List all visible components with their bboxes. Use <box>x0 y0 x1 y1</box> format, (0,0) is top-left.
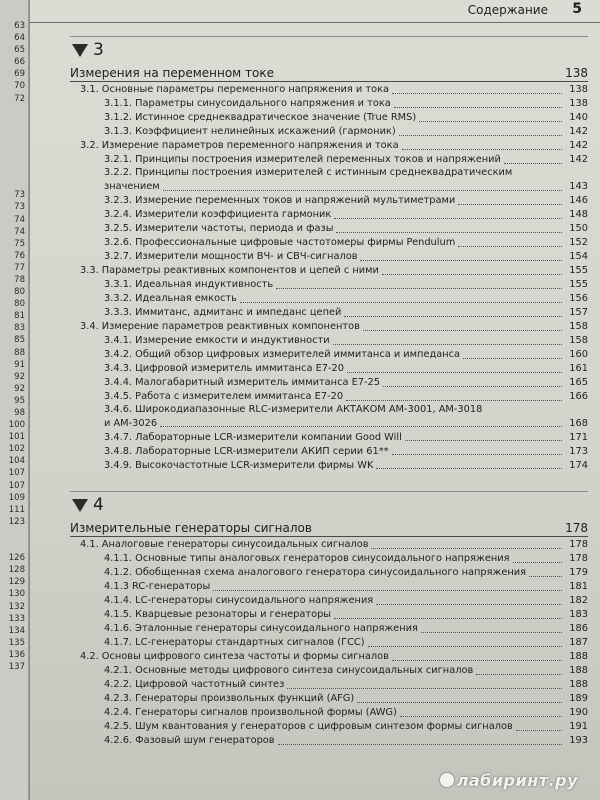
left-page-number: 73 <box>14 202 25 213</box>
toc-entry-page: 171 <box>569 431 588 443</box>
toc-entry-page: 178 <box>569 553 588 565</box>
toc-entry-page: 189 <box>569 693 588 705</box>
toc-subsection-entry[interactable] <box>70 97 588 111</box>
left-page-number: 101 <box>8 432 25 443</box>
dot-leader <box>368 646 562 647</box>
toc-subsection-entry[interactable] <box>70 278 588 292</box>
toc-subsection-entry[interactable] <box>70 306 588 320</box>
dot-leader <box>346 400 562 401</box>
toc-entry-page: 193 <box>569 735 588 747</box>
left-page-number: 92 <box>14 371 25 382</box>
left-page-number: 111 <box>8 504 25 515</box>
toc-entry-title: 4.2.1. Основные методы цифрового синтеза синусоидальных сигналов <box>104 665 474 677</box>
toc-entry-title[interactable]: 3.4.6. Широкодиапазонные RLC-измерители АКТАКОМ АМ-3001, АМ-3018 <box>104 403 483 415</box>
dot-leader <box>402 149 562 150</box>
toc-entry-title: 3.1.3. Коэффициент нелинейных искажений (гармоник) <box>104 126 396 138</box>
dot-leader <box>160 426 562 427</box>
toc-entry-page: 188 <box>569 665 588 677</box>
toc-entry-page: 187 <box>569 637 588 649</box>
toc-entry-title: 3.4. Измерение параметров реактивных компонентов <box>80 321 360 332</box>
toc-entry-page: 178 <box>565 521 588 535</box>
left-page-number: 83 <box>14 323 25 334</box>
toc-entry-page: 157 <box>569 307 588 318</box>
dot-leader <box>240 302 562 303</box>
left-page-number <box>2 129 28 141</box>
left-page-number: 107 <box>8 468 25 479</box>
left-page-number: 69 <box>14 69 25 80</box>
section-4 <box>70 491 588 748</box>
dot-leader <box>357 702 562 703</box>
left-page-number <box>2 141 28 153</box>
toc-entry-title: 3.4.9. Высокочастотные LCR-измерители фирмы WK <box>104 459 374 471</box>
toc-entry-title: 4.1.3 RC-генераторы <box>104 581 211 593</box>
dot-leader <box>360 260 562 261</box>
dot-leader <box>400 716 562 717</box>
toc-entry-title: 3.4.5. Работа с измерителем иммитанса Е7-20 <box>104 391 344 402</box>
toc-entry-page: 142 <box>569 126 588 138</box>
dot-leader <box>516 730 562 731</box>
left-page-number: 133 <box>8 613 25 624</box>
toc-entry-title: 4.1.7. LC-генераторы стандартных сигналов (ГСС) <box>104 637 365 649</box>
dot-leader <box>213 590 562 591</box>
left-page-number: 136 <box>8 649 25 660</box>
left-page-number: 135 <box>8 637 25 648</box>
toc-section-entry[interactable] <box>70 538 588 552</box>
toc-entry-page: 148 <box>569 209 588 220</box>
toc-entry-continuation: значением <box>104 181 160 192</box>
toc-section-entry[interactable] <box>70 320 588 334</box>
toc-entry-page: 158 <box>569 335 588 346</box>
toc-entry-title: 3.2.7. Измерители мощности ВЧ- и СВЧ-сигналов <box>104 251 358 262</box>
left-page-number: 74 <box>14 214 25 225</box>
left-page-number: 80 <box>14 299 25 310</box>
left-page-number: 77 <box>14 262 25 273</box>
toc-entry-page: 146 <box>569 195 588 206</box>
toc-entry-title: 3.3.2. Идеальная емкость <box>104 293 237 304</box>
toc-entry-title: Измерения на переменном токе <box>70 66 275 80</box>
left-page-number: 74 <box>14 226 25 237</box>
toc-entry-title: 4.2. Основы цифрового синтеза частоты и формы сигналов <box>80 651 389 663</box>
toc-entry-title: 4.1.1. Основные типы аналоговых генераторов синусоидального напряжения <box>104 553 510 565</box>
toc-entry-title: 3.4.7. Лабораторные LCR-измерители компании Good Will <box>104 431 402 443</box>
dot-leader <box>287 688 562 689</box>
toc-entry-title: 4.2.6. Фазовый шум генераторов <box>104 735 275 747</box>
toc-entry-title: 3.4.4. Малогабаритный измеритель иммитанса Е7-25 <box>104 377 381 388</box>
toc-subsection-entry[interactable] <box>70 458 588 472</box>
dot-leader <box>458 246 562 247</box>
chapter-entry[interactable] <box>70 63 588 82</box>
dot-leader <box>333 344 562 345</box>
toc-entry-title: 4.2.3. Генераторы произвольных функций (AFG) <box>104 693 355 705</box>
toc-subsection-entry[interactable] <box>70 552 588 566</box>
toc-entry-page: 160 <box>569 349 588 360</box>
toc-entry-title: 4.2.5. Шум квантования у генераторов с цифровым синтезом формы сигналов <box>104 721 513 733</box>
section-heading <box>70 36 588 63</box>
left-page-number <box>2 177 28 189</box>
toc-subsection-entry[interactable] <box>70 608 588 622</box>
dot-leader <box>392 93 562 94</box>
toc-subsection-entry[interactable] <box>70 194 588 208</box>
dot-leader <box>334 218 562 219</box>
toc-entry-page: 152 <box>569 237 588 248</box>
section-heading <box>70 491 588 518</box>
dot-leader <box>376 468 562 469</box>
toc-entry-page: 138 <box>569 98 588 110</box>
left-page-number: 64 <box>14 33 25 44</box>
toc-entry-page: 174 <box>569 459 588 471</box>
toc-entry-page: 155 <box>569 279 588 290</box>
toc-entry-title: 3.4.3. Цифровой измеритель иммитанса Е7-20 <box>104 363 344 374</box>
toc-subsection-entry[interactable] <box>70 292 588 306</box>
dot-leader <box>276 288 562 289</box>
toc-entry-title: 3.1. Основные параметры переменного напряжения и тока <box>80 84 390 96</box>
toc-entry-page: 188 <box>569 679 588 691</box>
dot-leader <box>376 604 562 605</box>
toc-entry-page: 168 <box>569 417 588 429</box>
toc-entry-page: 190 <box>569 707 588 719</box>
toc-subsection-entry[interactable] <box>70 636 588 650</box>
toc-entry-page: 140 <box>569 112 588 124</box>
toc-entry-title: 3.2.6. Профессиональные цифровые частотомеры фирмы Pendulum <box>104 237 456 248</box>
left-page-number: 80 <box>14 287 25 298</box>
left-page-number: 134 <box>8 625 25 636</box>
dot-leader <box>504 163 562 164</box>
left-page-number <box>2 105 28 117</box>
left-page-number: 95 <box>14 395 25 406</box>
toc-entry-page: 156 <box>569 293 588 304</box>
toc-entry-title: 3.3.1. Идеальная индуктивность <box>104 279 274 290</box>
dot-leader <box>344 316 562 317</box>
toc-entry-title: 4.2.2. Цифровой частотный синтез <box>104 679 285 691</box>
dot-leader <box>392 660 562 661</box>
dot-leader <box>421 632 562 633</box>
toc-entry-page: 178 <box>569 539 588 551</box>
toc-entry-page: 138 <box>569 84 588 96</box>
toc-subsection-entry[interactable] <box>70 362 588 376</box>
left-page-number <box>2 153 28 165</box>
dot-leader <box>513 562 562 563</box>
toc-entry-page: 186 <box>569 623 588 635</box>
toc-subsection-entry[interactable] <box>70 734 588 748</box>
toc-entry-page: 142 <box>569 140 588 152</box>
labyrinth-logo-icon <box>440 773 454 787</box>
header-title: Содержание <box>467 3 548 17</box>
toc-subsection-entry[interactable] <box>70 111 588 125</box>
left-page-number <box>2 165 28 177</box>
toc-subsection-entry[interactable] <box>70 622 588 636</box>
left-page-number: 91 <box>14 359 25 370</box>
dot-leader <box>278 744 562 745</box>
toc-subsection-entry[interactable] <box>70 153 588 167</box>
toc-entry-title: 3.1.2. Истинное среднеквадратическое значение (True RMS) <box>104 112 417 124</box>
left-page-number: 73 <box>14 190 25 201</box>
triangle-marker-icon <box>72 44 88 57</box>
dot-leader <box>529 576 562 577</box>
left-page-number: 100 <box>8 420 25 431</box>
dot-leader <box>334 618 562 619</box>
left-page-number: 72 <box>14 93 25 104</box>
toc-entry-page: 138 <box>565 66 588 80</box>
watermark <box>440 771 578 790</box>
toc-subsection-entry[interactable] <box>70 706 588 720</box>
toc-entry-title: 3.4.8. Лабораторные LCR-измерители АКИП серии 61** <box>104 445 389 457</box>
toc-entry-title: 3.3.3. Иммитанс, адмитанс и импеданс цепей <box>104 307 342 318</box>
toc-subsection-entry[interactable] <box>70 250 588 264</box>
left-page-number: 85 <box>14 335 25 346</box>
left-page-number <box>2 528 28 540</box>
toc-page <box>30 0 600 800</box>
toc-entry-page: 150 <box>569 223 588 234</box>
left-page-number: 107 <box>8 480 25 491</box>
toc-section-entry[interactable] <box>70 650 588 664</box>
dot-leader <box>382 274 562 275</box>
toc-section-entry[interactable] <box>70 139 588 153</box>
toc-section-entry[interactable] <box>70 83 588 97</box>
toc-entry-page: 142 <box>569 154 588 166</box>
toc-subsection-entry[interactable] <box>70 720 588 734</box>
toc-section-entry[interactable] <box>70 264 588 278</box>
dot-leader <box>419 121 562 122</box>
left-page-number: 92 <box>14 383 25 394</box>
dot-leader <box>347 372 562 373</box>
left-page-number: 98 <box>14 408 25 418</box>
toc-entry-title: 3.2.3. Измерение переменных токов и напряжений мультиметрами <box>104 195 456 206</box>
section-number: 4 <box>93 495 104 515</box>
dot-leader <box>394 107 562 108</box>
left-page-number: 129 <box>8 577 25 588</box>
left-page-number: 78 <box>14 274 25 285</box>
dot-leader <box>463 358 562 359</box>
toc-subsection-entry[interactable] <box>70 180 588 194</box>
toc-entry-page: 173 <box>569 445 588 457</box>
toc-entry-title[interactable]: 3.2.2. Принципы построения измерителей с истинным среднеквадратическим <box>104 167 513 178</box>
left-page-number: 75 <box>14 238 25 249</box>
toc-entry-page: 183 <box>569 609 588 621</box>
left-page-number: 70 <box>14 81 25 92</box>
toc-entry-page: 155 <box>569 265 588 276</box>
left-page-number: 104 <box>8 456 25 467</box>
dot-leader <box>476 674 562 675</box>
toc-entry-title: 3.4.2. Общий обзор цифровых измерителей иммитанса и импеданса <box>104 349 461 360</box>
left-page-number: 123 <box>8 516 25 527</box>
left-page-number: 126 <box>8 553 25 564</box>
toc-subsection-entry[interactable] <box>70 664 588 678</box>
toc-subsection-entry[interactable] <box>70 566 588 580</box>
left-page-number: 137 <box>8 661 25 672</box>
toc-subsection-entry[interactable] <box>70 390 588 404</box>
dot-leader <box>163 190 562 191</box>
triangle-marker-icon <box>72 499 88 512</box>
left-page-number: 81 <box>14 311 25 322</box>
toc-entry-page: 165 <box>569 377 588 388</box>
left-page-number: 66 <box>14 57 25 68</box>
toc-entry-page: 182 <box>569 595 588 607</box>
left-page-number: 88 <box>14 347 25 358</box>
toc-subsection-entry[interactable] <box>70 348 588 362</box>
toc-entry-title: 3.4.1. Измерение емкости и индуктивности <box>104 335 330 346</box>
toc-entry-title: 3.2.4. Измерители коэффициента гармоник <box>104 209 332 220</box>
toc-subsection-entry[interactable] <box>70 430 588 444</box>
toc-entry-title: 4.1.4. LC-генераторы синусоидального напряжения <box>104 595 374 607</box>
chapter-entry[interactable] <box>70 518 588 537</box>
dot-leader <box>383 386 562 387</box>
toc-entry-page: 161 <box>569 363 588 374</box>
left-page-number <box>2 540 28 552</box>
toc-entry-title: 4.1.2. Обобщенная схема аналогового генератора синусоидального напряжения <box>104 567 527 579</box>
toc-subsection-entry[interactable] <box>70 376 588 390</box>
toc-entry-page: 181 <box>569 581 588 593</box>
toc-subsection-entry[interactable] <box>70 236 588 250</box>
toc-subsection-entry[interactable] <box>70 692 588 706</box>
left-page-numbers <box>2 20 28 673</box>
dot-leader <box>371 548 562 549</box>
page-header <box>30 0 600 23</box>
toc-entry-page: 158 <box>569 321 588 332</box>
toc-entry-page: 166 <box>569 391 588 402</box>
left-page-number: 76 <box>14 250 25 261</box>
toc-entry-page: 154 <box>569 251 588 262</box>
toc-subsection-entry[interactable] <box>70 594 588 608</box>
left-page-number: 63 <box>14 21 25 31</box>
toc-entry-title: 3.3. Параметры реактивных компонентов и цепей с ними <box>80 265 379 276</box>
toc-entry-page: 191 <box>569 721 588 733</box>
toc-entry-title: 3.1.1. Параметры синусоидального напряжения и тока <box>104 98 391 110</box>
left-page-number: 130 <box>8 589 25 600</box>
left-page-edge <box>0 0 29 800</box>
toc-subsection-entry[interactable] <box>70 416 588 430</box>
header-page-number: 5 <box>572 1 582 17</box>
toc-entry-page: 188 <box>569 651 588 663</box>
dot-leader <box>392 454 563 455</box>
dot-leader <box>336 232 562 233</box>
toc-entry-title: 4.1. Аналоговые генераторы синусоидальных сигналов <box>80 539 369 551</box>
toc-entry-page: 179 <box>569 567 588 579</box>
left-page-number: 102 <box>8 444 25 455</box>
left-page-number: 128 <box>8 565 25 576</box>
toc-entry-page: 143 <box>569 181 588 192</box>
toc-entry-title: 4.1.6. Эталонные генераторы синусоидального напряжения <box>104 623 418 635</box>
section-3 <box>70 36 588 472</box>
left-page-number: 132 <box>8 601 25 612</box>
toc-entry-continuation: и АМ-3026 <box>104 417 158 429</box>
dot-leader <box>399 135 562 136</box>
toc-subsection-entry[interactable] <box>70 580 588 594</box>
left-page-number: 65 <box>14 45 25 56</box>
toc-subsection-entry[interactable] <box>70 334 588 348</box>
left-page-number <box>2 117 28 129</box>
toc-subsection-entry[interactable] <box>70 444 588 458</box>
toc-subsection-entry[interactable] <box>70 222 588 236</box>
watermark-text: лабиринт.ру <box>456 771 578 790</box>
dot-leader <box>458 204 562 205</box>
toc-entry-title: Измерительные генераторы сигналов <box>70 521 312 535</box>
dot-leader <box>363 330 562 331</box>
toc-subsection-entry[interactable] <box>70 125 588 139</box>
toc-entry-title: 4.1.5. Кварцевые резонаторы и генераторы <box>104 609 332 621</box>
toc-entry-title: 3.2. Измерение параметров переменного напряжения и тока <box>80 140 399 152</box>
dot-leader <box>405 440 562 441</box>
toc-entry-title: 3.2.1. Принципы построения измерителей переменных токов и напряжений <box>104 154 501 166</box>
toc-subsection-entry[interactable] <box>70 678 588 692</box>
toc-subsection-entry[interactable] <box>70 208 588 222</box>
toc-entry-title: 3.2.5. Измерители частоты, периода и фазы <box>104 223 334 234</box>
section-number: 3 <box>93 40 104 60</box>
toc-entry-title: 4.2.4. Генераторы сигналов произвольной формы (AWG) <box>104 707 397 719</box>
left-page-number: 109 <box>8 492 25 503</box>
